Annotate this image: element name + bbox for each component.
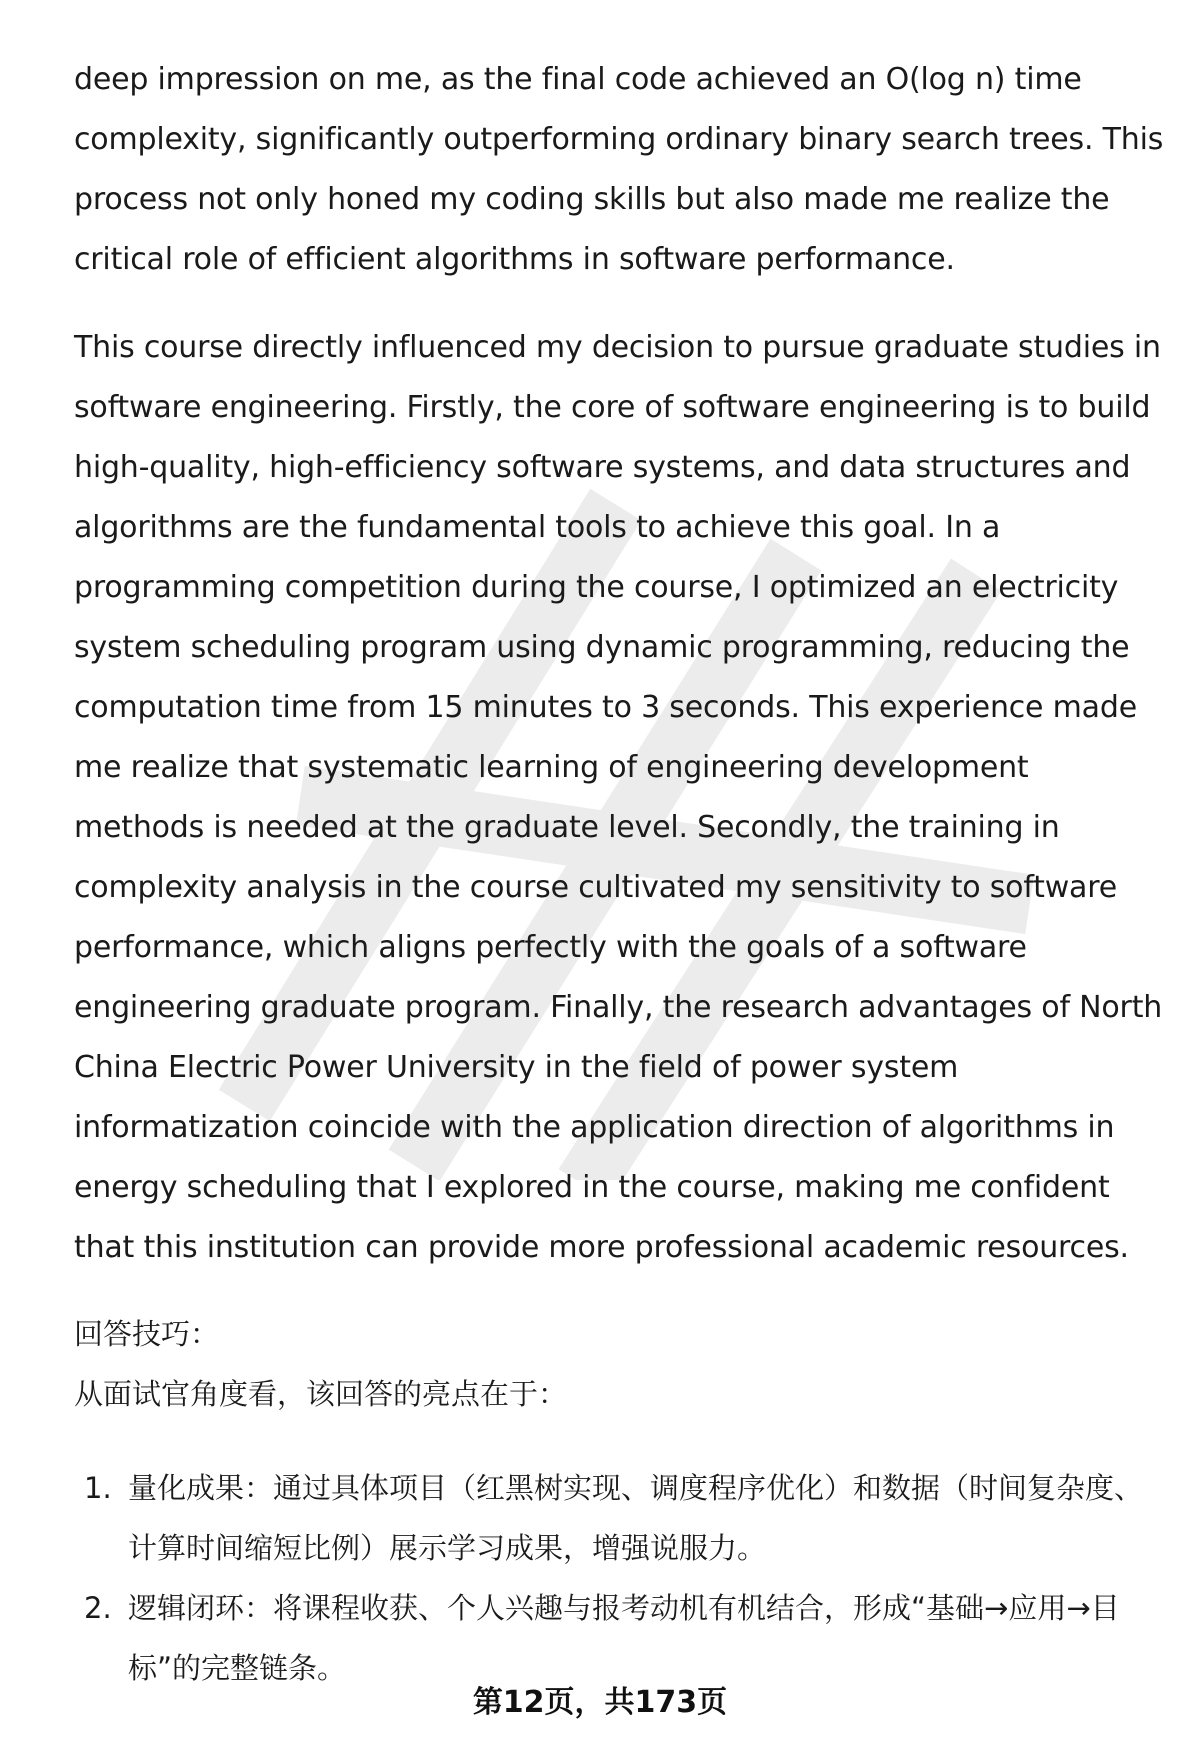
list-item-number: 2. xyxy=(84,1591,112,1625)
tips-heading: 回答技巧： xyxy=(74,1317,220,1351)
tips-intro: 从面试官角度看，该回答的亮点在于： xyxy=(74,1377,568,1411)
tips-list xyxy=(74,1458,1154,1698)
list-item-text: 量化成果：通过具体项目（红黑树实现、调度程序优化）和数据（时间复杂度、计算时间缩短比例）展示学习成果，增强说服力。 xyxy=(128,1471,1144,1565)
body-paragraph-2: This course directly influenced my decision to pursue graduate studies in software engineering. Firstly, the core of software engineering is to build high-quality, high-efficiency software systems, and data structures and algorithms are the fundamental tools to achieve this goal. In a programming competition during the course, I optimized an electricity system scheduling program using dynamic programming, reducing the computation time from 15 minutes to 3 seconds. This experience made me realize that systematic learning of engineering development methods is needed at the graduate level. Secondly, the training in complexity analysis in the course cultivated my sensitivity to software performance, which aligns perfectly with the goals of a software engineering graduate program. Finally, the research advantages of North China Electric Power University in the field of power system informatization coincide with the application direction of algorithms in energy scheduling that I explored in the course, making me confident that this institution can provide more professional academic resources. xyxy=(74,330,1163,1265)
list-item-number: 1. xyxy=(84,1471,112,1505)
list-item-text: 逻辑闭环：将课程收获、个人兴趣与报考动机有机结合，形成“基础→应用→目标”的完整链条。 xyxy=(128,1591,1120,1685)
body-paragraph-1: deep impression on me, as the final code achieved an O(log n) time complexity, significantly outperforming ordinary binary search trees. This process not only honed my coding skills but also made me realize the critical role of efficient algorithms in software performance. xyxy=(74,62,1164,277)
list-item xyxy=(74,1578,1154,1698)
page-number-footer: 第12页，共173页 xyxy=(472,1685,728,1720)
list-item xyxy=(74,1458,1154,1578)
